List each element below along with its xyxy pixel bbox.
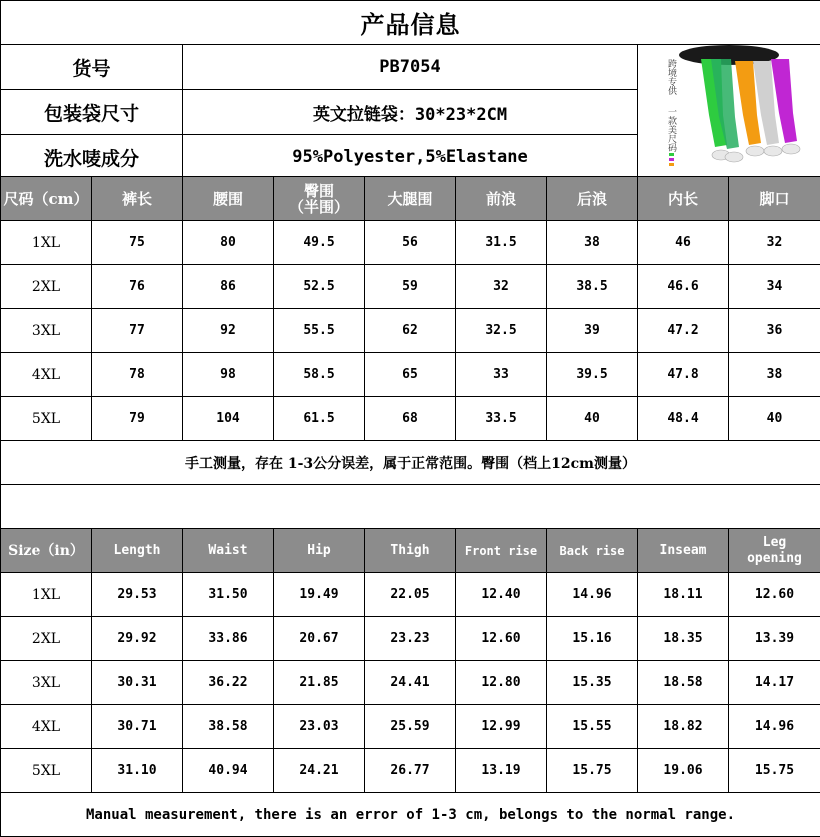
measurement-cell: 13.19 [456, 749, 547, 793]
measurement-cell: 20.67 [274, 617, 365, 661]
cm-header-cell: 前浪 [456, 177, 547, 221]
info-label-bag-size: 包装袋尺寸 [1, 90, 183, 135]
measurement-cell: 39 [547, 309, 638, 353]
measurement-cell: 76 [92, 265, 183, 309]
measurement-cell: 14.17 [729, 661, 820, 705]
size-cell: 4XL [1, 353, 92, 397]
measurement-cell: 30.71 [92, 705, 183, 749]
size-cell: 3XL [1, 309, 92, 353]
measurement-cell: 21.85 [274, 661, 365, 705]
measurement-cell: 32 [456, 265, 547, 309]
measurement-cell: 15.35 [547, 661, 638, 705]
measurement-cell: 104 [183, 397, 274, 441]
size-cell: 1XL [1, 573, 92, 617]
measurement-cell: 34 [729, 265, 820, 309]
measurement-cell: 68 [365, 397, 456, 441]
measurement-cell: 62 [365, 309, 456, 353]
size-cell: 5XL [1, 397, 92, 441]
measurement-cell: 15.75 [547, 749, 638, 793]
measurement-cell: 32.5 [456, 309, 547, 353]
cm-header-cell: 内长 [638, 177, 729, 221]
measurement-cell: 52.5 [274, 265, 365, 309]
measurement-cell: 18.35 [638, 617, 729, 661]
info-value-sku: PB7054 [183, 45, 638, 90]
cm-header-row [1, 177, 820, 221]
measurement-cell: 12.60 [729, 573, 820, 617]
info-value-bag-size: 英文拉链袋：30*23*2CM [183, 90, 638, 135]
table-row [1, 265, 820, 309]
product-photo [638, 45, 820, 180]
table-row [1, 749, 820, 793]
in-header-cell: Leg opening [729, 529, 820, 573]
measurement-cell: 61.5 [274, 397, 365, 441]
measurement-cell: 55.5 [274, 309, 365, 353]
measurement-cell: 12.60 [456, 617, 547, 661]
measurement-cell: 13.39 [729, 617, 820, 661]
size-cell: 3XL [1, 661, 92, 705]
measurement-cell: 79 [92, 397, 183, 441]
cm-note: 手工测量，存在 1-3公分误差，属于正常范围。臀围（档上12cm测量） [1, 441, 820, 485]
in-header-cell: Inseam [638, 529, 729, 573]
in-header-cell: Size（in） [1, 529, 92, 573]
measurement-cell: 78 [92, 353, 183, 397]
cm-header-cell: 尺码（cm） [1, 177, 92, 221]
measurement-cell: 12.40 [456, 573, 547, 617]
measurement-cell: 23.03 [274, 705, 365, 749]
info-label-sku: 货号 [1, 45, 183, 90]
in-header-cell: Waist [183, 529, 274, 573]
table-row [1, 353, 820, 397]
measurement-cell: 86 [183, 265, 274, 309]
measurement-cell: 18.11 [638, 573, 729, 617]
measurement-cell: 36.22 [183, 661, 274, 705]
table-row [1, 661, 820, 705]
table-row [1, 573, 820, 617]
spacer-row [1, 485, 820, 529]
cm-header-cell: 裤长 [92, 177, 183, 221]
measurement-cell: 18.58 [638, 661, 729, 705]
measurement-cell: 12.80 [456, 661, 547, 705]
measurement-cell: 38.5 [547, 265, 638, 309]
in-header-row [1, 529, 820, 573]
measurement-cell: 56 [365, 221, 456, 265]
measurement-cell: 47.8 [638, 353, 729, 397]
in-header-cell: Thigh [365, 529, 456, 573]
measurement-cell: 15.75 [729, 749, 820, 793]
measurement-cell: 24.21 [274, 749, 365, 793]
measurement-cell: 14.96 [729, 705, 820, 749]
in-note: Manual measurement, there is an error of 1-3 cm, belongs to the normal range. [1, 793, 820, 837]
measurement-cell: 29.92 [92, 617, 183, 661]
measurement-cell: 47.2 [638, 309, 729, 353]
size-cell: 2XL [1, 265, 92, 309]
measurement-cell: 24.41 [365, 661, 456, 705]
measurement-cell: 31.50 [183, 573, 274, 617]
measurement-cell: 12.99 [456, 705, 547, 749]
measurement-cell: 38 [729, 353, 820, 397]
cm-header-cell: 臀围 （半围） [274, 177, 365, 221]
info-label-material: 洗水唛成分 [1, 135, 183, 180]
measurement-cell: 48.4 [638, 397, 729, 441]
measurement-cell: 40.94 [183, 749, 274, 793]
measurement-cell: 49.5 [274, 221, 365, 265]
measurement-cell: 46 [638, 221, 729, 265]
table-row [1, 705, 820, 749]
measurement-cell: 59 [365, 265, 456, 309]
measurement-cell: 65 [365, 353, 456, 397]
measurement-cell: 75 [92, 221, 183, 265]
in-header-cell: Length [92, 529, 183, 573]
cm-header-cell: 脚口 [729, 177, 820, 221]
measurement-cell: 31.5 [456, 221, 547, 265]
measurement-cell: 14.96 [547, 573, 638, 617]
measurement-cell: 26.77 [365, 749, 456, 793]
table-row [1, 221, 820, 265]
measurement-cell: 31.10 [92, 749, 183, 793]
size-cell: 5XL [1, 749, 92, 793]
size-cell: 1XL [1, 221, 92, 265]
in-header-cell: Hip [274, 529, 365, 573]
size-cell: 4XL [1, 705, 92, 749]
measurement-cell: 15.16 [547, 617, 638, 661]
svg-text:一款美尺码: 一款美尺码 [665, 107, 676, 152]
measurement-cell: 58.5 [274, 353, 365, 397]
in-header-cell: Front rise [456, 529, 547, 573]
measurement-cell: 38 [547, 221, 638, 265]
measurement-cell: 32 [729, 221, 820, 265]
table-row [1, 397, 820, 441]
table-row [1, 617, 820, 661]
product-info-table [0, 0, 820, 180]
measurement-cell: 39.5 [547, 353, 638, 397]
measurement-cell: 92 [183, 309, 274, 353]
measurement-cell: 80 [183, 221, 274, 265]
measurement-cell: 18.82 [638, 705, 729, 749]
size-cell: 2XL [1, 617, 92, 661]
table-row [1, 309, 820, 353]
measurement-cell: 19.06 [638, 749, 729, 793]
measurement-cell: 33.86 [183, 617, 274, 661]
leggings-photo-icon [639, 45, 820, 175]
cm-header-cell: 大腿围 [365, 177, 456, 221]
measurement-cell: 25.59 [365, 705, 456, 749]
measurement-cell: 36 [729, 309, 820, 353]
measurement-cell: 38.58 [183, 705, 274, 749]
measurement-cell: 98 [183, 353, 274, 397]
measurement-cell: 15.55 [547, 705, 638, 749]
measurement-cell: 19.49 [274, 573, 365, 617]
info-value-material: 95%Polyester,5%Elastane [183, 135, 638, 180]
size-table-inch [0, 528, 820, 837]
cm-header-cell: 腰围 [183, 177, 274, 221]
photo-side-text: 跨境专供 [665, 59, 676, 95]
measurement-cell: 40 [547, 397, 638, 441]
cm-header-cell: 后浪 [547, 177, 638, 221]
size-table-cm [0, 176, 820, 529]
measurement-cell: 29.53 [92, 573, 183, 617]
measurement-cell: 33 [456, 353, 547, 397]
measurement-cell: 23.23 [365, 617, 456, 661]
page-title: 产品信息 [1, 1, 820, 45]
measurement-cell: 33.5 [456, 397, 547, 441]
measurement-cell: 40 [729, 397, 820, 441]
in-header-cell: Back rise [547, 529, 638, 573]
measurement-cell: 77 [92, 309, 183, 353]
measurement-cell: 30.31 [92, 661, 183, 705]
measurement-cell: 22.05 [365, 573, 456, 617]
measurement-cell: 46.6 [638, 265, 729, 309]
